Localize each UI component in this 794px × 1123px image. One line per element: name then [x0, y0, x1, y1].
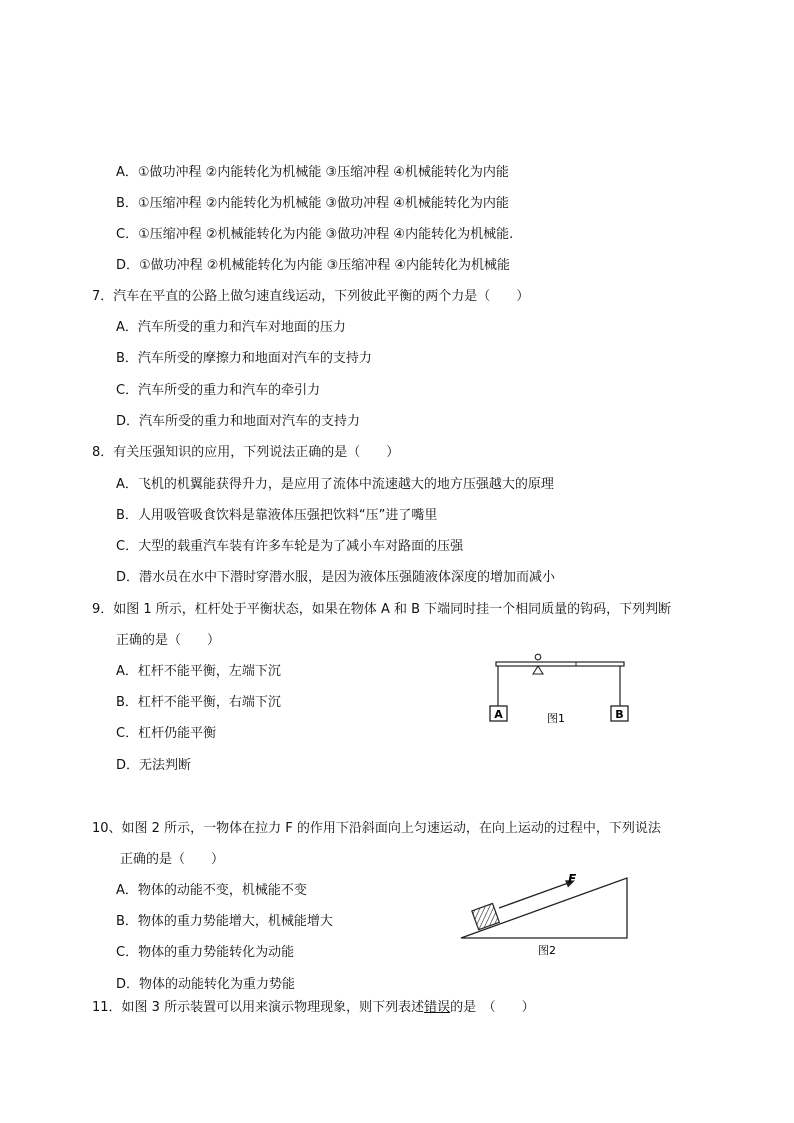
figure1-caption: 图1	[547, 712, 565, 725]
lever-bar	[496, 662, 624, 666]
lever-figure	[486, 652, 632, 738]
q9-stem-line2: 正确的是（ ）	[116, 633, 221, 648]
q8-option-c: C．大型的载重汽车装有许多车轮是为了减小车对路面的压强	[116, 539, 464, 554]
q10-option-c: C．物体的重力势能转化为动能	[116, 945, 295, 960]
q7-option-b: B．汽车所受的摩擦力和地面对汽车的支持力	[116, 351, 372, 366]
q8-option-d: D．潜水员在水中下潜时穿潜水服，是因为液体压强随液体深度的增加而减小	[116, 570, 556, 585]
block-b-label: B	[615, 708, 624, 721]
q11-stem	[92, 999, 535, 1017]
q6-option-b: B．①压缩冲程 ②内能转化为机械能 ③做功冲程 ④机械能转化为内能	[116, 196, 509, 211]
q8-stem: 8．有关压强知识的应用，下列说法正确的是（ ）	[92, 445, 400, 460]
q11-stem-post: 的是 （ ）	[450, 1000, 535, 1015]
q6-option-a: A．①做功冲程 ②内能转化为机械能 ③压缩冲程 ④机械能转化为内能	[116, 165, 509, 180]
q7-stem: 7．汽车在平直的公路上做匀速直线运动，下列彼此平衡的两个力是（ ）	[92, 289, 530, 304]
q10-stem-line1: 10、如图 2 所示，一物体在拉力 F 的作用下沿斜面向上匀速运动，在向上运动的过程中，下列说法	[92, 821, 661, 836]
q9-option-a: A．杠杆不能平衡，左端下沉	[116, 664, 281, 679]
q11-stem-pre: 11．如图 3 所示装置可以用来演示物理现象，则下列表述	[92, 1000, 425, 1015]
q8-option-b: B．人用吸管吸食饮料是靠液体压强把饮料“压”进了嘴里	[116, 508, 438, 523]
pivot-pin	[535, 654, 541, 660]
block-a-label: A	[494, 708, 503, 721]
q7-option-a: A．汽车所受的重力和汽车对地面的压力	[116, 320, 346, 335]
q9-stem-line1: 9．如图 1 所示，杠杆处于平衡状态，如果在物体 A 和 B 下端同时挂一个相同质量的钩码，下列判断	[92, 602, 672, 617]
figure2-caption: 图2	[538, 944, 556, 957]
q10-option-a: A．物体的动能不变，机械能不变	[116, 883, 307, 898]
q10-option-b: B．物体的重力势能增大，机械能增大	[116, 914, 333, 929]
q10-option-d: D．物体的动能转化为重力势能	[116, 977, 296, 992]
q8-option-a: A．飞机的机翼能获得升力，是应用了流体中流速越大的地方压强越大的原理	[116, 477, 554, 492]
q9-option-b: B．杠杆不能平衡，右端下沉	[116, 695, 281, 710]
incline-figure	[455, 870, 635, 960]
force-label: F	[568, 872, 577, 886]
q6-option-d: D．①做功冲程 ②机械能转化为内能 ③压缩冲程 ④内能转化为机械能	[116, 258, 511, 273]
q9-option-d: D．无法判断	[116, 758, 192, 773]
q11-stem-underlined: 错误	[424, 1000, 451, 1015]
q10-stem-line2: 正确的是（ ）	[120, 852, 225, 867]
q7-option-d: D．汽车所受的重力和地面对汽车的支持力	[116, 414, 361, 429]
q9-option-c: C．杠杆仍能平衡	[116, 726, 217, 741]
q7-option-c: C．汽车所受的重力和汽车的牵引力	[116, 383, 321, 398]
fulcrum-triangle	[533, 666, 543, 674]
q6-option-c: C．①压缩冲程 ②机械能转化为内能 ③做功冲程 ④内能转化为机械能.	[116, 227, 514, 242]
